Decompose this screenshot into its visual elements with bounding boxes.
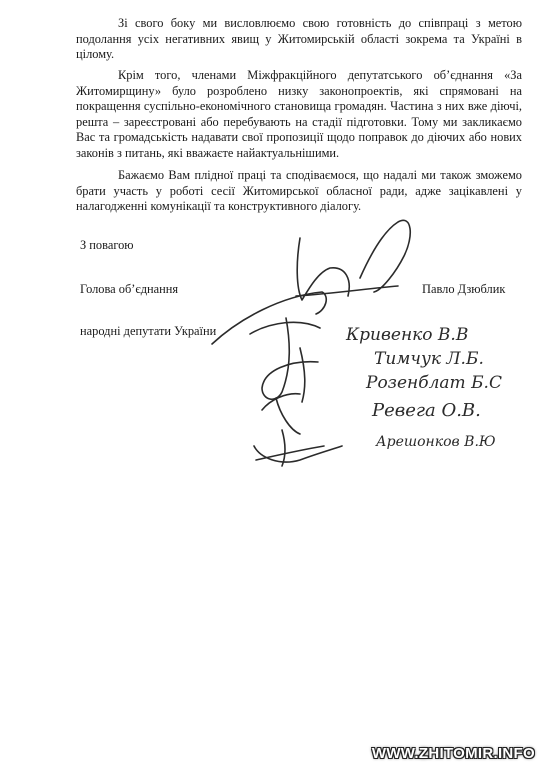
head-title: Голова об’єднання (80, 282, 179, 296)
paragraph-cooperation: Зі свого боку ми висловлюємо свою готовність до співпраці з метою подолання усіх негативних явищ у Житомирській області зокрема та Україні в цілому. (76, 16, 522, 62)
deputy-sig-5: Арешонков В.Ю (376, 434, 496, 450)
deputy-sig-1: Кривенко В.В (346, 325, 469, 345)
deputies-label: народні депутати України (80, 324, 217, 338)
head-name: Павло Дзюблик (422, 282, 506, 296)
closing-regards: З повагою (80, 238, 134, 252)
paragraph-wishes: Бажаємо Вам плідної праці та сподіваємося, що надалі ми також зможемо брати участь у роботі сесії Житомирської обласної ради, адже зацікавлені у налагодженні комунікації та конструктивного діалогу. (76, 168, 522, 214)
paragraph-laws: Крім того, членами Міжфракційного депутатського об’єднання «За Житомирщину» було розроблено низку законопроектів, які спрямовані на покращення суспільно-економічного становища громадян. Частина з них вже діючі, решта – зареєстровані або перебувають на стадії підготовки. Тому ми закликаємо Вас та громадськість надавати свої пропозиції щодо поправок до діючих або нових законів з питань, які вважаєте найактуальнішими. (76, 68, 522, 160)
deputy-sig-2: Тимчук Л.Б. (374, 349, 484, 369)
deputy-sig-3: Розенблат Б.С (366, 373, 502, 393)
head-signature-stroke (296, 220, 410, 300)
deputy-sig-4: Ревега О.В. (372, 400, 481, 421)
site-watermark: WWW.ZHITOMIR.INFO (371, 745, 535, 762)
